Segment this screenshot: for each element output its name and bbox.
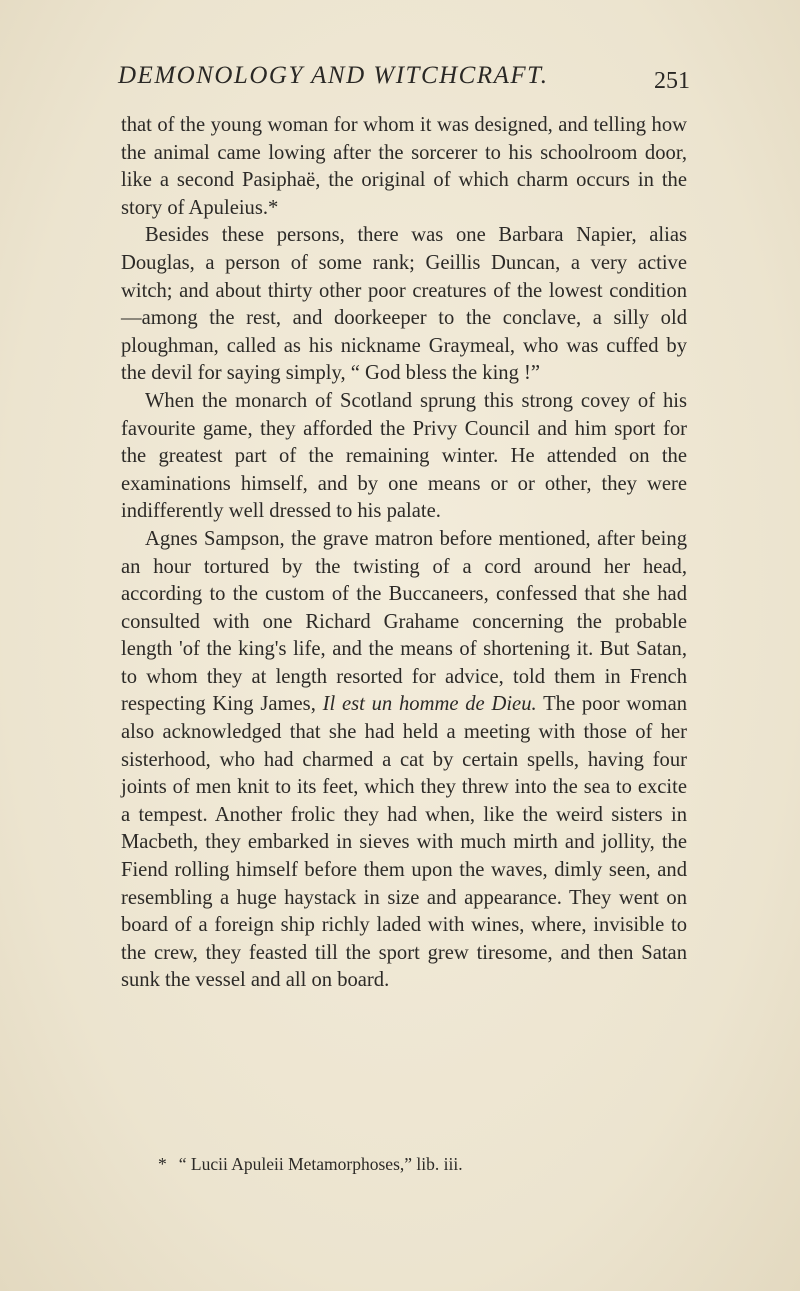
paragraph-4-text-b: The poor woman also acknowledged that she had held a meeting with those of her sisterhood, who had charmed a cat by certain spells, having four joints of men knit to its feet, which they threw into the sea to excite a tempest. Another frolic they had when, like the weird sisters in Macbeth, they embarked in sieves with much mirth and jollity, the Fiend rolling himself before them upon the waves, dimly seen, and resembling a huge haystack in size and appearance. They went on board of a foreign ship richly laded with wines, where, invisible to the crew, they feasted till the sport grew tiresome, and then Satan sunk the vessel and all on board.	[121, 693, 688, 992]
paragraph-4-text-a: Agnes Sampson, the grave matron before mentioned, after being an hour tortured by the twisting of a cord around her head, according to the custom of the Buccaneers, confessed that she had consulted with one Richard Grahame concerning the probable length 'of the king's life, and the means of shortening it. But Satan, to whom they at length resorted for advice, told them in French respecting King James,	[121, 527, 687, 716]
page-number: 251	[654, 68, 690, 94]
paragraph-1: that of the young woman for whom it was designed, and telling how the animal came lowing after the sorcerer to his schoolroom door, like a second Pasiphaë, the original of which charm occurs in the story of Apuleius.*	[121, 114, 687, 219]
paragraph-3: When the monarch of Scotland sprung this strong covey of his favourite game, they afforded the Privy Council and him sport for the greatest part of the remaining winter. He attended on the examinations himself, and by one means or or other, they were indifferently well dressed to his palate.	[121, 389, 687, 523]
paragraph-2: Besides these persons, there was one Barbara Napier, alias Douglas, a person of some rank; Geillis Duncan, a very active witch; and about thirty other poor creatures of the lowest condition—among the rest, and doorkeeper to the conclave, a silly old ploughman, called as his nickname Graymeal, who was cuffed by the devil for saying simply, “ God bless the king !”	[121, 224, 687, 385]
french-quote: Il est un homme de Dieu.	[322, 693, 537, 716]
body-text	[121, 112, 687, 995]
paragraph-4	[121, 526, 687, 995]
footnote	[158, 1154, 463, 1175]
page-header	[118, 62, 690, 102]
footnote-text: “ Lucii Apuleii Metamorphoses,” lib. iii.	[178, 1154, 463, 1174]
footnote-marker: *	[158, 1154, 167, 1174]
running-title: DEMONOLOGY AND WITCHCRAFT.	[118, 62, 549, 89]
